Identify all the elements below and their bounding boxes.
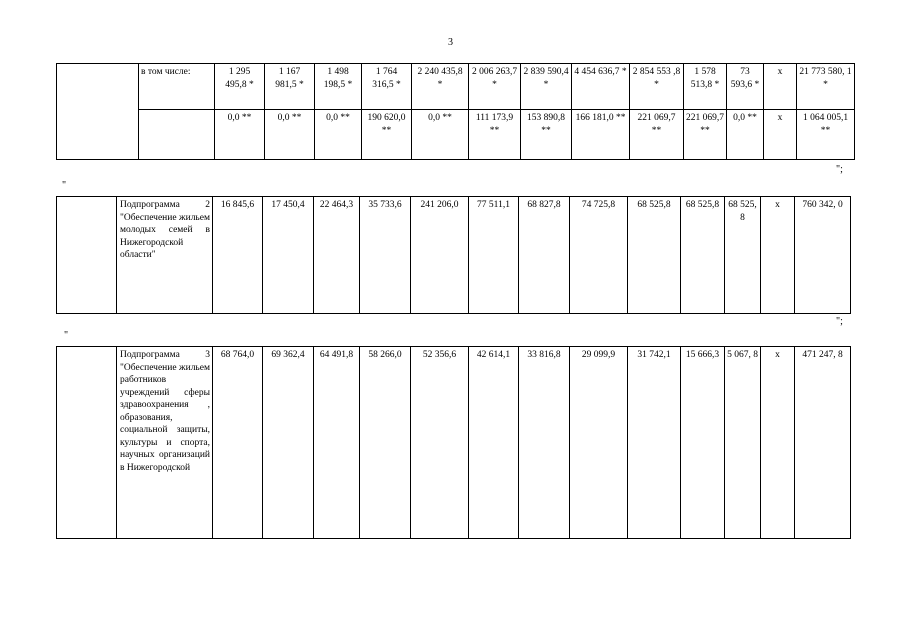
value-cell: 4 454 636,7 * [572,64,630,110]
closing-quote: "; [836,164,843,175]
table-subprogram-2 [56,196,851,314]
value-cell: 73 593,6 * [727,64,764,110]
value-cell: 0,0 ** [727,110,764,160]
value-cell: 2 839 590,4 * [521,64,572,110]
value-cell: 0,0 ** [315,110,362,160]
table-row [57,197,851,314]
value-cell: 52 356,6 [411,347,469,539]
value-cell: 2 854 553 ,8 * [630,64,684,110]
total-cell: 21 773 580, 1 * [797,64,855,110]
value-cell: 77 511,1 [469,197,519,314]
value-cell: 0,0 ** [412,110,469,160]
value-cell: 2 240 435,8 * [412,64,469,110]
value-cell: 241 206,0 [411,197,469,314]
opening-quote: " [64,330,69,341]
value-cell: 16 845,6 [213,197,263,314]
value-cell: 33 816,8 [519,347,570,539]
total-cell: 760 342, 0 [795,197,851,314]
value-cell: 1 167 981,5 * [265,64,315,110]
value-cell: 42 614,1 [469,347,519,539]
table-row [57,347,851,539]
value-cell: 64 491,8 [314,347,360,539]
value-cell: 166 181,0 ** [572,110,630,160]
value-cell: 35 733,6 [360,197,411,314]
value-cell: 22 464,3 [314,197,360,314]
value-cell: 1 295 495,8 * [215,64,265,110]
empty-cell [139,110,215,160]
value-cell: 68 525, 8 [725,197,761,314]
value-cell: 68 525,8 [628,197,681,314]
table-total-breakdown [56,63,855,160]
page-number: 3 [448,37,453,48]
value-cell: 74 725,8 [570,197,628,314]
value-cell: 0,0 ** [215,110,265,160]
value-cell: 29 099,9 [570,347,628,539]
opening-quote: " [62,180,67,191]
value-cell: х [764,64,797,110]
value-cell: 68 525,8 [681,197,725,314]
closing-quote: "; [836,316,843,327]
value-cell: х [764,110,797,160]
value-cell: 1 578 513,8 * [684,64,727,110]
value-cell: 31 742,1 [628,347,681,539]
value-cell: 15 666,3 [681,347,725,539]
value-cell: 2 006 263,7 * [469,64,521,110]
subprogram-title: Подпрограмма 3 "Обеспечение жильем работников учреждений сферы здравоохранения , образования, социальной защиты, культуры и спорта, научных организаций в Нижегородской [117,347,213,539]
empty-cell [57,347,117,539]
value-cell: 5 067, 8 [725,347,761,539]
value-cell: 69 362,4 [263,347,314,539]
value-cell: 68 827,8 [519,197,570,314]
empty-cell [57,64,139,160]
value-cell: 68 764,0 [213,347,263,539]
empty-cell [57,197,117,314]
total-cell: 1 064 005,1 ** [797,110,855,160]
subprogram-title: Подпрограмма 2 "Обеспечение жильем молодых семей в Нижегородской области" [117,197,213,314]
row-label: в том числе: [139,64,215,110]
value-cell: х [761,197,795,314]
value-cell: 1 764 316,5 * [362,64,412,110]
value-cell: 221 069,7 ** [684,110,727,160]
value-cell: 111 173,9 ** [469,110,521,160]
table-row [57,110,855,160]
value-cell: 153 890,8 ** [521,110,572,160]
value-cell: 17 450,4 [263,197,314,314]
value-cell: х [761,347,795,539]
table-subprogram-3 [56,346,851,539]
table-row [57,64,855,110]
value-cell: 1 498 198,5 * [315,64,362,110]
value-cell: 221 069,7 ** [630,110,684,160]
value-cell: 190 620,0 ** [362,110,412,160]
value-cell: 0,0 ** [265,110,315,160]
value-cell: 58 266,0 [360,347,411,539]
total-cell: 471 247, 8 [795,347,851,539]
